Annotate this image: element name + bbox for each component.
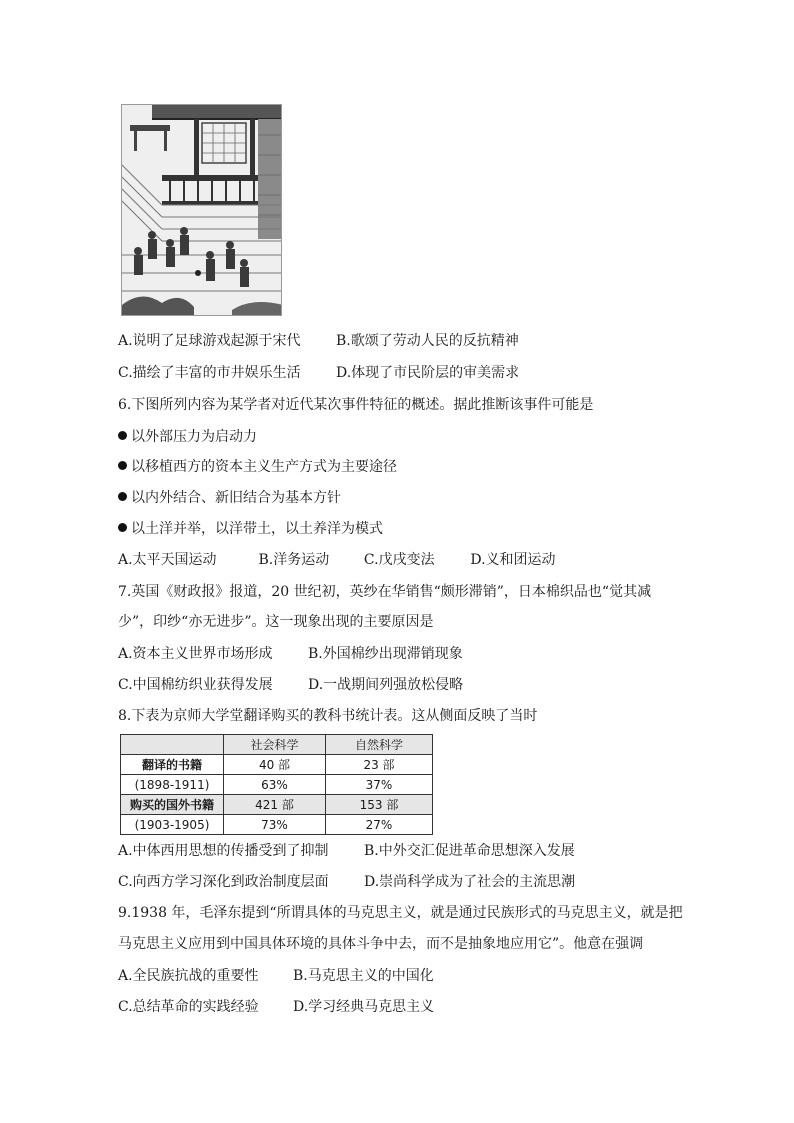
table-header-cell <box>121 735 224 755</box>
q7-option-d: D.一战期间列强放松侵略 <box>308 677 464 693</box>
q9-option-c: C.总结革命的实践经验 <box>118 999 259 1015</box>
q6-bullet-1 <box>118 427 257 447</box>
table-cell: 27% <box>326 815 433 835</box>
table-cell: (1898-1911) <box>121 775 224 795</box>
table-cell: 购买的国外书籍 <box>121 795 224 815</box>
table-cell: (1903-1905) <box>121 815 224 835</box>
q6-bullet-4 <box>118 519 383 539</box>
woodcut-illustration <box>121 104 282 316</box>
q9-option-b: B.马克思主义的中国化 <box>293 968 434 984</box>
q8-options-row-1 <box>118 841 575 861</box>
q9-stem-line-2: 马克思主义应用到中国具体环境的具体斗争中去，而不是抽象地应用它”。他意在强调 <box>118 936 644 952</box>
q6-bullet-2-text: 以移植西方的资本主义生产方式为主要途径 <box>131 459 397 475</box>
q9-option-a: A.全民族抗战的重要性 <box>118 968 259 984</box>
q5-option-c: C.描绘了丰富的市井娱乐生活 <box>118 365 301 381</box>
q7-option-b: B.外国棉纱出现滞销现象 <box>308 646 463 662</box>
table-header-cell: 社会科学 <box>224 735 326 755</box>
bullet-icon <box>118 523 127 532</box>
q9-options-row-2 <box>118 997 434 1017</box>
q9-option-d: D.学习经典马克思主义 <box>293 999 435 1015</box>
table-cell: 421 部 <box>224 795 326 815</box>
q9-options-row-1 <box>118 966 434 986</box>
table-cell: 翻译的书籍 <box>121 755 224 775</box>
q8-option-d: D.崇尚科学成为了社会的主流思潮 <box>364 874 576 890</box>
table-cell: 63% <box>224 775 326 795</box>
q5-option-a: A.说明了足球游戏起源于宋代 <box>118 333 301 349</box>
q6-option-c: C.戊戌变法 <box>363 552 435 568</box>
q7-stem-line-1: 7.英国《财政报》报道，20 世纪初，英纱在华销售“颇形滞销”，日本棉织品也“觉其减 <box>118 584 652 600</box>
textbook-statistics-table <box>120 734 433 835</box>
bullet-icon <box>118 461 127 470</box>
q8-stem: 8.下表为京师大学堂翻译购买的教科书统计表。这从侧面反映了当时 <box>118 708 538 724</box>
table-header-row <box>121 735 433 755</box>
q7-option-a: A.资本主义世界市场形成 <box>118 646 273 662</box>
table-row <box>121 775 433 795</box>
table-cell: 40 部 <box>224 755 326 775</box>
table-row <box>121 795 433 815</box>
q7-options-row-2 <box>118 675 463 695</box>
q6-option-a: A.太平天国运动 <box>118 552 217 568</box>
q6-bullet-4-text: 以土洋并举，以洋带土，以土养洋为模式 <box>131 521 383 537</box>
table-cell: 37% <box>326 775 433 795</box>
table-cell: 153 部 <box>326 795 433 815</box>
q8-option-b: B.中外交汇促进革命思想深入发展 <box>364 843 575 859</box>
q7-stem-line-2: 少”，印纱“亦无进步”。这一现象出现的主要原因是 <box>118 614 434 630</box>
table-cell: 73% <box>224 815 326 835</box>
q7-option-c: C.中国棉纺织业获得发展 <box>118 677 273 693</box>
table-row <box>121 815 433 835</box>
q6-stem: 6.下图所列内容为某学者对近代某次事件特征的概述。据此推断该事件可能是 <box>118 397 594 413</box>
q9-stem-line-1: 9.1938 年，毛泽东提到“所谓具体的马克思主义，就是通过民族形式的马克思主义，就是把 <box>118 905 683 921</box>
q5-options-row-2 <box>118 363 519 383</box>
q7-options-row-1 <box>118 644 463 664</box>
q5-options-row-1 <box>118 331 519 351</box>
bullet-icon <box>118 431 127 440</box>
table-cell: 23 部 <box>326 755 433 775</box>
q8-options-row-2 <box>118 872 575 892</box>
q8-option-a: A.中体西用思想的传播受到了抑制 <box>118 843 329 859</box>
q5-option-b: B.歌颂了劳动人民的反抗精神 <box>336 333 519 349</box>
q6-bullet-2 <box>118 457 397 477</box>
q8-option-c: C.向西方学习深化到政治制度层面 <box>118 874 329 890</box>
q5-option-d: D.体现了市民阶层的审美需求 <box>336 365 520 381</box>
woodcut-scene-drawing <box>122 105 282 316</box>
table-row <box>121 755 433 775</box>
q6-options-row <box>118 550 556 570</box>
q6-option-b: B.洋务运动 <box>258 552 330 568</box>
q6-bullet-3-text: 以内外结合、新旧结合为基本方针 <box>131 490 341 506</box>
q6-bullet-3 <box>118 488 341 508</box>
q6-option-d: D.义和团运动 <box>470 552 556 568</box>
bullet-icon <box>118 492 127 501</box>
q6-bullet-1-text: 以外部压力为启动力 <box>131 429 257 445</box>
table-header-cell: 自然科学 <box>326 735 433 755</box>
